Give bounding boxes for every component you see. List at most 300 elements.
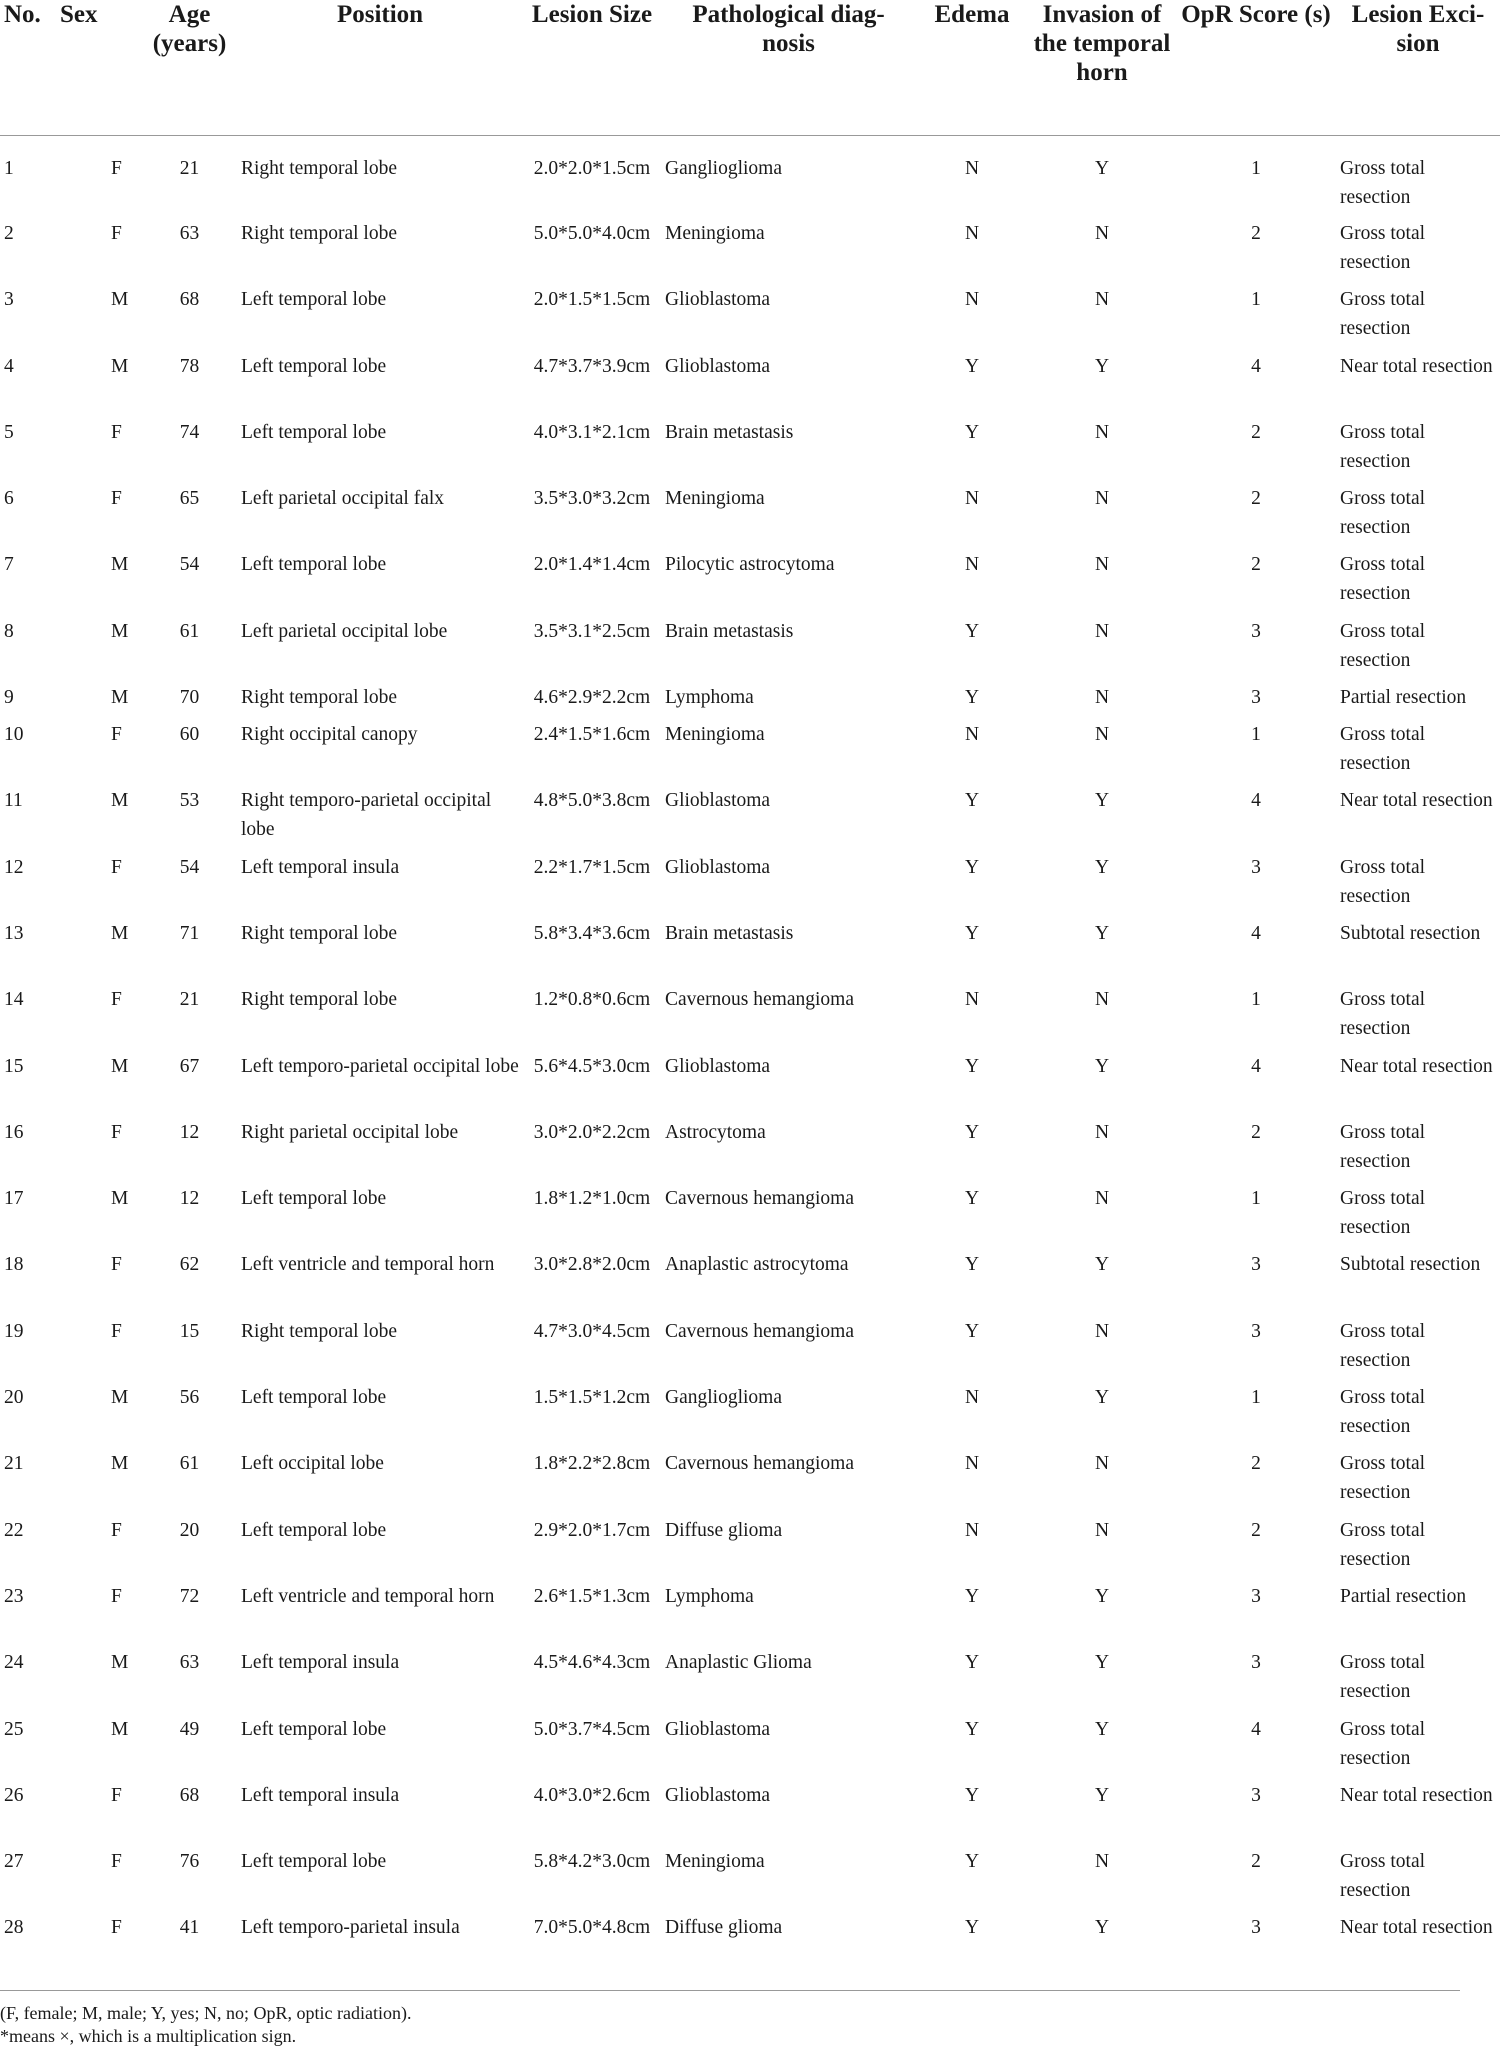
cell-no: 21	[4, 1453, 24, 1475]
cell-no: 4	[4, 355, 14, 377]
cell-age: 67	[179, 1055, 200, 1077]
table-row	[0, 1184, 1500, 1250]
cell-invasion: N	[1094, 421, 1110, 443]
cell-no: 24	[4, 1652, 24, 1674]
cell-no: 5	[4, 421, 14, 443]
table-row	[0, 683, 1500, 720]
cell-age: 54	[179, 554, 200, 576]
cell-age: 56	[179, 1387, 200, 1409]
cell-lesion-size: 4.8*5.0*3.8cm	[533, 790, 651, 812]
cell-sex: F	[111, 223, 122, 244]
header-invasion: Invasion of the temporal horn	[1028, 0, 1176, 135]
table-row	[0, 1715, 1500, 1781]
cell-pathological-diagnosis: Brain metastasis	[665, 620, 794, 642]
cell-lesion-excision: Near total resection	[1340, 1784, 1493, 1806]
table-row	[0, 1052, 1500, 1118]
table-row	[0, 1449, 1500, 1515]
cell-edema: Y	[964, 922, 980, 944]
cell-lesion-excision: Gross total resection	[1340, 421, 1426, 472]
cell-lesion-excision: Near total resection	[1340, 1055, 1493, 1077]
cell-invasion: Y	[1094, 1254, 1110, 1276]
cell-invasion: N	[1094, 724, 1110, 746]
table-row	[0, 1383, 1500, 1449]
cell-age: 60	[179, 724, 200, 746]
cell-opr-score: 3	[1251, 856, 1261, 878]
cell-age: 63	[179, 1652, 200, 1674]
cell-sex: F	[111, 1917, 122, 1939]
cell-lesion-excision: Near total resection	[1340, 355, 1493, 377]
cell-age: 12	[179, 1121, 200, 1143]
cell-no: 25	[4, 1718, 24, 1740]
cell-opr-score: 2	[1251, 1121, 1261, 1143]
cell-sex: F	[111, 1320, 122, 1342]
cell-position: Left temporal lobe	[241, 1851, 387, 1873]
cell-invasion: N	[1094, 1519, 1110, 1541]
cell-lesion-excision: Gross total resection	[1340, 724, 1426, 775]
cell-lesion-size: 2.0*1.4*1.4cm	[533, 554, 651, 576]
cell-pathological-diagnosis: Glioblastoma	[665, 1718, 771, 1740]
cell-lesion-size: 4.6*2.9*2.2cm	[533, 687, 651, 709]
table-row	[0, 985, 1500, 1051]
header-edema: Edema	[916, 0, 1028, 135]
cell-lesion-size: 4.5*4.6*4.3cm	[533, 1652, 651, 1674]
cell-invasion: Y	[1094, 922, 1110, 944]
cell-invasion: N	[1094, 289, 1110, 311]
cell-lesion-size: 1.2*0.8*0.6cm	[533, 989, 651, 1011]
table-row	[0, 720, 1500, 786]
cell-pathological-diagnosis: Meningioma	[665, 1851, 765, 1873]
cell-pathological-diagnosis: Cavernous hemangioma	[665, 1320, 854, 1342]
cell-position: Left temporal insula	[241, 1784, 400, 1806]
cell-sex: M	[111, 554, 129, 576]
cell-sex: M	[111, 1652, 129, 1674]
cell-invasion: N	[1094, 687, 1110, 709]
cell-edema: N	[964, 989, 980, 1011]
cell-age: 68	[179, 289, 200, 311]
table-row	[0, 285, 1500, 351]
cell-age: 12	[179, 1188, 200, 1210]
cell-sex: M	[111, 289, 129, 311]
cell-pathological-diagnosis: Glioblastoma	[665, 856, 771, 878]
cell-pathological-diagnosis: Pilocytic astrocytoma	[665, 554, 835, 576]
cell-lesion-size: 7.0*5.0*4.8cm	[533, 1917, 651, 1939]
cell-opr-score: 2	[1251, 1851, 1261, 1873]
cell-pathological-diagnosis: Lymphoma	[665, 1585, 754, 1607]
cell-pathological-diagnosis: Glioblastoma	[665, 1055, 771, 1077]
cell-position: Right parietal occipital lobe	[241, 1121, 459, 1143]
cell-no: 14	[4, 989, 24, 1011]
header-age: Age (years)	[138, 0, 241, 135]
cell-age: 63	[179, 223, 200, 244]
cell-position: Left temporal insula	[241, 856, 400, 878]
cell-lesion-excision: Gross total resection	[1340, 1718, 1426, 1769]
cell-edema: Y	[964, 1254, 980, 1276]
cell-sex: F	[111, 856, 122, 878]
cell-edema: Y	[964, 856, 980, 878]
cell-pathological-diagnosis: Brain metastasis	[665, 421, 794, 443]
cell-lesion-size: 1.8*2.2*2.8cm	[533, 1453, 651, 1475]
header-no: No.	[0, 0, 56, 135]
cell-invasion: Y	[1094, 1585, 1110, 1607]
cell-edema: Y	[964, 1188, 980, 1210]
cell-no: 22	[4, 1519, 24, 1541]
cell-position: Right temporal lobe	[241, 922, 397, 944]
cell-opr-score: 3	[1251, 1254, 1261, 1276]
cell-lesion-size: 4.0*3.0*2.6cm	[533, 1784, 651, 1806]
cell-lesion-size: 2.6*1.5*1.3cm	[533, 1585, 651, 1607]
cell-invasion: Y	[1094, 157, 1110, 179]
cell-no: 18	[4, 1254, 24, 1276]
cell-age: 62	[179, 1254, 200, 1276]
header-lesion-size: Lesion Size	[523, 0, 661, 135]
header-position: Position	[241, 0, 523, 135]
cell-lesion-size: 4.7*3.0*4.5cm	[533, 1320, 651, 1342]
cell-pathological-diagnosis: Glioblastoma	[665, 355, 771, 377]
table-bottom-rule	[0, 1990, 1460, 1991]
cell-age: 15	[179, 1320, 200, 1342]
cell-age: 41	[179, 1917, 200, 1939]
table-row	[0, 919, 1500, 985]
cell-lesion-excision: Gross total resection	[1340, 856, 1426, 907]
header-sex: Sex	[56, 0, 138, 135]
cell-invasion: N	[1094, 1188, 1110, 1210]
cell-position: Left ventricle and temporal horn	[241, 1585, 495, 1607]
cell-age: 68	[179, 1784, 200, 1806]
cell-lesion-size: 3.0*2.0*2.2cm	[533, 1121, 651, 1143]
cell-no: 3	[4, 289, 14, 311]
cell-opr-score: 2	[1251, 554, 1261, 576]
cell-position: Right temporo-parietal occipital lobe	[241, 790, 492, 841]
cell-position: Left temporal lobe	[241, 1387, 387, 1409]
cell-opr-score: 3	[1251, 1784, 1261, 1806]
footnote-abbreviations: (F, female; M, male; Y, yes; N, no; OpR, optic radiation).	[0, 2003, 412, 2023]
cell-lesion-excision: Gross total resection	[1340, 1320, 1426, 1371]
cell-age: 65	[179, 488, 200, 510]
cell-edema: Y	[964, 1652, 980, 1674]
cell-age: 49	[179, 1718, 200, 1740]
cell-age: 76	[179, 1851, 200, 1873]
cell-pathological-diagnosis: Cavernous hemangioma	[665, 1453, 854, 1475]
cell-position: Right temporal lobe	[241, 989, 397, 1011]
cell-invasion: Y	[1094, 1055, 1110, 1077]
cell-pathological-diagnosis: Astrocytoma	[665, 1121, 766, 1143]
table-row	[0, 550, 1500, 616]
cell-sex: M	[111, 1718, 129, 1740]
cell-position: Left temporal lobe	[241, 1188, 387, 1210]
cell-lesion-size: 2.0*1.5*1.5cm	[533, 289, 651, 311]
cell-sex: M	[111, 922, 129, 944]
cell-lesion-excision: Gross total resection	[1340, 157, 1426, 208]
cell-edema: Y	[964, 620, 980, 642]
cell-age: 20	[179, 1519, 200, 1541]
cell-pathological-diagnosis: Meningioma	[665, 724, 765, 746]
cell-sex: M	[111, 1055, 129, 1077]
cell-no: 17	[4, 1188, 24, 1210]
cell-opr-score: 4	[1251, 790, 1261, 812]
cell-opr-score: 2	[1251, 1453, 1261, 1475]
cell-sex: F	[111, 157, 122, 179]
table-row	[0, 219, 1500, 285]
cell-pathological-diagnosis: Meningioma	[665, 488, 765, 510]
table-row	[0, 352, 1500, 418]
cell-invasion: N	[1094, 1453, 1110, 1475]
cell-pathological-diagnosis: Ganglioglioma	[665, 157, 782, 179]
cell-edema: N	[964, 488, 980, 510]
cell-sex: M	[111, 620, 129, 642]
cell-lesion-size: 3.5*3.0*3.2cm	[533, 488, 651, 510]
cell-no: 8	[4, 620, 14, 642]
cell-position: Left temporal lobe	[241, 289, 387, 311]
cell-age: 61	[179, 620, 200, 642]
cell-no: 6	[4, 488, 14, 510]
cell-invasion: Y	[1094, 1784, 1110, 1806]
cell-opr-score: 1	[1251, 289, 1261, 311]
cell-lesion-size: 5.8*3.4*3.6cm	[533, 922, 651, 944]
cell-pathological-diagnosis: Ganglioglioma	[665, 1387, 782, 1409]
cell-sex: F	[111, 1784, 122, 1806]
cell-sex: F	[111, 1121, 122, 1143]
cell-pathological-diagnosis: Cavernous hemangioma	[665, 1188, 854, 1210]
cell-edema: Y	[964, 1055, 980, 1077]
cell-invasion: N	[1094, 989, 1110, 1011]
cell-opr-score: 3	[1251, 620, 1261, 642]
cell-opr-score: 3	[1251, 1652, 1261, 1674]
cell-pathological-diagnosis: Glioblastoma	[665, 289, 771, 311]
cell-position: Left temporal lobe	[241, 554, 387, 576]
cell-edema: Y	[964, 790, 980, 812]
cell-lesion-excision: Subtotal resection	[1340, 922, 1481, 944]
cell-sex: M	[111, 1387, 129, 1409]
cell-edema: N	[964, 289, 980, 311]
table-row	[0, 617, 1500, 683]
cell-lesion-excision: Gross total resection	[1340, 620, 1426, 671]
cell-invasion: Y	[1094, 1718, 1110, 1740]
cell-no: 1	[4, 157, 14, 179]
cell-no: 13	[4, 922, 24, 944]
cell-sex: F	[111, 724, 122, 746]
cell-invasion: Y	[1094, 790, 1110, 812]
cell-invasion: Y	[1094, 1387, 1110, 1409]
cell-edema: N	[964, 1519, 980, 1541]
cell-lesion-size: 5.0*3.7*4.5cm	[533, 1718, 651, 1740]
cell-lesion-excision: Partial resection	[1340, 1585, 1467, 1607]
cell-lesion-size: 1.8*1.2*1.0cm	[533, 1188, 651, 1210]
table-row	[0, 853, 1500, 919]
cell-opr-score: 1	[1251, 724, 1261, 746]
cell-edema: N	[964, 223, 980, 244]
cell-invasion: N	[1094, 1121, 1110, 1143]
cell-edema: N	[964, 1387, 980, 1409]
cell-age: 61	[179, 1453, 200, 1475]
table-row	[0, 135, 1500, 219]
cell-lesion-excision: Gross total resection	[1340, 1121, 1426, 1172]
cell-age: 70	[179, 687, 200, 709]
cell-pathological-diagnosis: Glioblastoma	[665, 790, 771, 812]
cell-edema: N	[964, 157, 980, 179]
cell-age: 78	[179, 355, 200, 377]
table-row	[0, 1118, 1500, 1184]
cell-pathological-diagnosis: Anaplastic astrocytoma	[665, 1254, 849, 1276]
cell-edema: Y	[964, 1320, 980, 1342]
cell-edema: Y	[964, 421, 980, 443]
cell-sex: F	[111, 1851, 122, 1873]
table-row	[0, 1781, 1500, 1847]
cell-sex: F	[111, 1254, 122, 1276]
cell-no: 28	[4, 1917, 24, 1939]
cell-lesion-excision: Gross total resection	[1340, 289, 1426, 340]
cell-position: Left parietal occipital falx	[241, 488, 445, 510]
cell-opr-score: 2	[1251, 488, 1261, 510]
cell-pathological-diagnosis: Meningioma	[665, 223, 765, 244]
cell-no: 2	[4, 223, 14, 244]
cell-lesion-size: 2.0*2.0*1.5cm	[533, 157, 651, 179]
table-row	[0, 484, 1500, 550]
cell-lesion-excision: Gross total resection	[1340, 1188, 1426, 1239]
cell-position: Left parietal occipital lobe	[241, 620, 448, 642]
cell-no: 27	[4, 1851, 24, 1873]
cell-position: Right occipital canopy	[241, 724, 418, 746]
cell-position: Left occipital lobe	[241, 1453, 384, 1475]
cell-pathological-diagnosis: Glioblastoma	[665, 1784, 771, 1806]
table-row	[0, 1847, 1500, 1913]
cell-age: 21	[179, 157, 200, 179]
header-opr-score: OpR Score (s)	[1176, 0, 1336, 135]
cell-sex: M	[111, 687, 129, 709]
table-row	[0, 1317, 1500, 1383]
cell-lesion-excision: Near total resection	[1340, 790, 1493, 812]
table-row	[0, 786, 1500, 852]
cell-opr-score: 4	[1251, 1055, 1261, 1077]
cell-lesion-size: 2.9*2.0*1.7cm	[533, 1519, 651, 1541]
cell-edema: Y	[964, 1121, 980, 1143]
header-lesion-excision: Lesion Exci- sion	[1336, 0, 1500, 135]
cell-invasion: N	[1094, 1851, 1110, 1873]
cell-opr-score: 4	[1251, 922, 1261, 944]
cell-no: 9	[4, 687, 14, 709]
cell-age: 21	[179, 989, 200, 1011]
table-row	[0, 1913, 1500, 1979]
cell-no: 20	[4, 1387, 24, 1409]
cell-invasion: Y	[1094, 856, 1110, 878]
cell-sex: M	[111, 1188, 129, 1210]
cell-invasion: Y	[1094, 1917, 1110, 1939]
cell-no: 19	[4, 1320, 24, 1342]
cell-opr-score: 4	[1251, 1718, 1261, 1740]
cell-position: Left temporal lobe	[241, 355, 387, 377]
cell-sex: M	[111, 355, 129, 377]
table-row	[0, 1516, 1500, 1582]
cell-lesion-size: 3.5*3.1*2.5cm	[533, 620, 651, 642]
cell-edema: Y	[964, 1917, 980, 1939]
table-header-row	[0, 0, 1500, 135]
cell-no: 26	[4, 1784, 24, 1806]
cell-edema: Y	[964, 355, 980, 377]
cell-invasion: N	[1094, 488, 1110, 510]
cell-position: Left temporal insula	[241, 1652, 400, 1674]
cell-opr-score: 1	[1251, 157, 1261, 179]
cell-position: Right temporal lobe	[241, 157, 397, 179]
cell-pathological-diagnosis: Brain metastasis	[665, 922, 794, 944]
cell-sex: F	[111, 488, 122, 510]
cell-lesion-size: 5.6*4.5*3.0cm	[533, 1055, 651, 1077]
cell-edema: Y	[964, 1784, 980, 1806]
cell-position: Left temporo-parietal occipital lobe	[241, 1055, 519, 1077]
cell-position: Right temporal lobe	[241, 1320, 397, 1342]
cell-lesion-size: 1.5*1.5*1.2cm	[533, 1387, 651, 1409]
cell-no: 16	[4, 1121, 24, 1143]
cell-lesion-excision: Near total resection	[1340, 1917, 1493, 1939]
cell-sex: F	[111, 1519, 122, 1541]
cell-sex: F	[111, 989, 122, 1011]
cell-invasion: N	[1094, 1320, 1110, 1342]
cell-invasion: N	[1094, 223, 1110, 244]
cell-lesion-excision: Gross total resection	[1340, 1453, 1426, 1504]
cell-age: 53	[179, 790, 200, 812]
cell-no: 10	[4, 724, 24, 746]
cell-edema: N	[964, 554, 980, 576]
cell-edema: N	[964, 1453, 980, 1475]
cell-age: 71	[179, 922, 200, 944]
cell-lesion-excision: Gross total resection	[1340, 989, 1426, 1040]
cell-sex: M	[111, 1453, 129, 1475]
cell-lesion-size: 3.0*2.8*2.0cm	[533, 1254, 651, 1276]
table-row	[0, 1250, 1500, 1316]
cell-position: Left temporo-parietal insula	[241, 1917, 460, 1939]
cell-edema: Y	[964, 687, 980, 709]
cell-edema: Y	[964, 1718, 980, 1740]
cell-lesion-size: 2.4*1.5*1.6cm	[533, 724, 651, 746]
cell-no: 7	[4, 554, 14, 576]
cell-lesion-size: 5.8*4.2*3.0cm	[533, 1851, 651, 1873]
cell-opr-score: 3	[1251, 1585, 1261, 1607]
cell-sex: M	[111, 790, 129, 812]
cell-pathological-diagnosis: Diffuse glioma	[665, 1917, 783, 1939]
cell-no: 11	[4, 790, 23, 812]
cell-lesion-excision: Subtotal resection	[1340, 1254, 1481, 1276]
table-row	[0, 418, 1500, 484]
table-footnotes	[0, 2002, 1460, 2048]
table-body	[0, 135, 1500, 1980]
cell-pathological-diagnosis: Diffuse glioma	[665, 1519, 783, 1541]
cell-opr-score: 4	[1251, 355, 1261, 377]
cell-pathological-diagnosis: Anaplastic Glioma	[665, 1652, 812, 1674]
cell-sex: F	[111, 1585, 122, 1607]
cell-lesion-excision: Gross total resection	[1340, 488, 1426, 539]
cell-lesion-excision: Partial resection	[1340, 687, 1467, 709]
cell-opr-score: 1	[1251, 1188, 1261, 1210]
cell-edema: N	[964, 724, 980, 746]
cell-no: 15	[4, 1055, 24, 1077]
footnote-multiplication: *means ×, which is a multiplication sign.	[0, 2026, 297, 2046]
cell-no: 12	[4, 856, 24, 878]
cell-invasion: N	[1094, 620, 1110, 642]
cell-lesion-excision: Gross total resection	[1340, 223, 1426, 273]
cell-invasion: Y	[1094, 1652, 1110, 1674]
cell-lesion-excision: Gross total resection	[1340, 1851, 1426, 1902]
cell-opr-score: 2	[1251, 421, 1261, 443]
cell-lesion-size: 4.7*3.7*3.9cm	[533, 355, 651, 377]
cell-position: Right temporal lobe	[241, 687, 397, 709]
cell-position: Left temporal lobe	[241, 1718, 387, 1740]
cell-position: Right temporal lobe	[241, 223, 397, 244]
cell-opr-score: 3	[1251, 1917, 1261, 1939]
cell-pathological-diagnosis: Lymphoma	[665, 687, 754, 709]
cell-lesion-excision: Gross total resection	[1340, 1387, 1426, 1438]
cell-opr-score: 1	[1251, 1387, 1261, 1409]
cell-invasion: N	[1094, 554, 1110, 576]
cell-opr-score: 3	[1251, 687, 1261, 709]
cell-edema: Y	[964, 1851, 980, 1873]
